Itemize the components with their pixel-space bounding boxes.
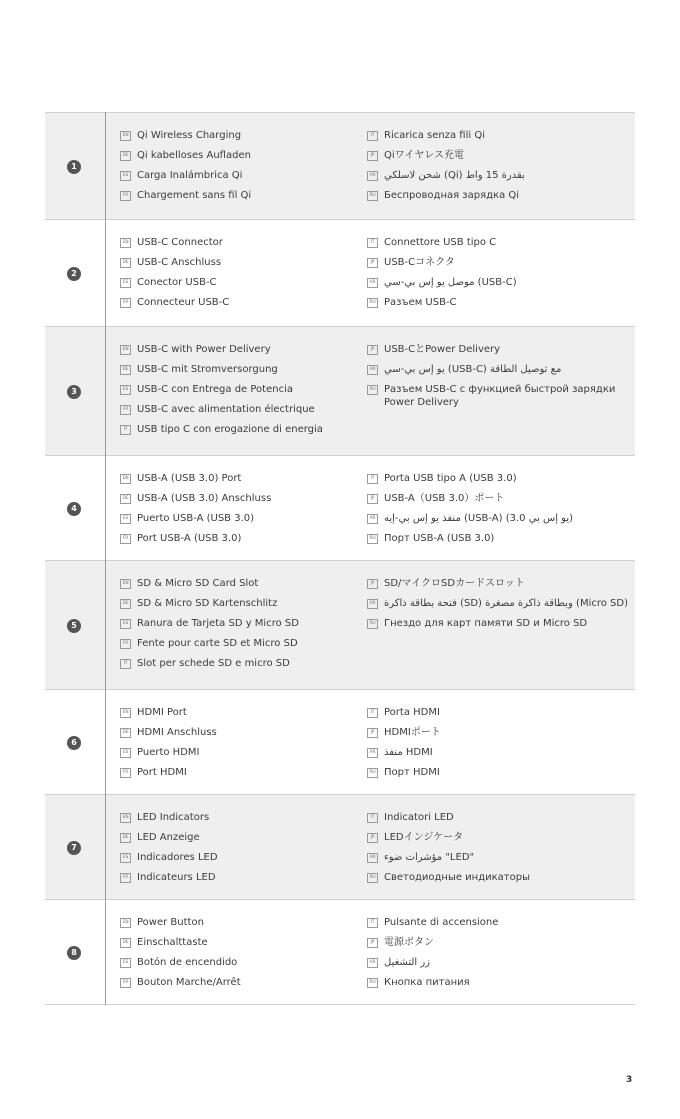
right-language-column (367, 472, 632, 552)
language-entry (120, 492, 360, 505)
left-language-column (120, 472, 360, 552)
feature-row (45, 689, 635, 794)
feature-label: Conector USB-C (137, 277, 217, 288)
language-entry (367, 343, 632, 356)
language-code-box: IT (120, 659, 131, 669)
feature-label: Connettore USB tipo C (384, 237, 497, 248)
feature-label: SD & Micro SD Kartenschlitz (137, 598, 278, 609)
language-entry (120, 831, 360, 844)
language-entry (120, 472, 360, 485)
page-number: 3 (626, 1075, 633, 1085)
feature-row (45, 794, 635, 899)
language-entry (367, 597, 632, 610)
language-entry (120, 871, 360, 884)
feature-label: Порт USB-A (USB 3.0) (384, 533, 495, 544)
language-entry (120, 597, 360, 610)
language-entry (120, 532, 360, 545)
language-code-box: RU (367, 768, 378, 778)
language-entry (120, 296, 360, 309)
language-entry (120, 936, 360, 949)
language-code-box: DE (120, 258, 131, 268)
feature-label: Slot per schede SD e micro SD (137, 658, 290, 669)
language-entry (120, 726, 360, 739)
feature-label: USB-A (USB 3.0) Port (137, 473, 242, 484)
language-entry (367, 492, 632, 505)
feature-label: USB tipo C con erogazione di energia (137, 424, 323, 435)
feature-row (45, 899, 635, 1005)
feature-label: Chargement sans fil Qi (137, 190, 252, 201)
feature-label: LED Anzeige (137, 832, 200, 843)
feature-row (45, 326, 635, 455)
feature-label: HDMIポート (384, 727, 441, 738)
feature-label: Botón de encendido (137, 957, 238, 968)
feature-label: Разъем USB-C (384, 297, 457, 308)
feature-label: Connecteur USB-C (137, 297, 230, 308)
language-code-box: FR (120, 534, 131, 544)
language-code-box: AR (367, 958, 378, 968)
feature-label: Porta HDMI (384, 707, 440, 718)
language-entry (120, 189, 360, 202)
language-code-box: ES (120, 278, 131, 288)
language-entry (120, 637, 360, 650)
feature-number-badge: 6 (67, 736, 81, 750)
language-code-box: RU (367, 191, 378, 201)
language-code-box: FR (120, 298, 131, 308)
language-code-box: RU (367, 534, 378, 544)
language-code-box: DE (120, 365, 131, 375)
feature-label: USB-A（USB 3.0）ポート (384, 493, 505, 504)
language-code-box: IT (367, 918, 378, 928)
language-entry (367, 256, 632, 269)
language-code-box: JP (367, 938, 378, 948)
language-code-box: EN (120, 579, 131, 589)
language-code-box: IT (120, 425, 131, 435)
feature-label: Qiワイヤレス充電 (384, 150, 464, 161)
feature-label: Porta USB tipo A (USB 3.0) (384, 473, 517, 484)
language-code-box: AR (367, 365, 378, 375)
language-entry (120, 577, 360, 590)
language-code-box: EN (120, 474, 131, 484)
language-entry (367, 383, 632, 409)
language-entry (120, 811, 360, 824)
feature-label: USB-C mit Stromversorgung (137, 364, 278, 375)
language-entry (367, 363, 632, 376)
language-entry (120, 236, 360, 249)
language-entry (120, 149, 360, 162)
language-code-box: AR (367, 278, 378, 288)
vertical-divider (105, 112, 106, 1005)
language-code-box: EN (120, 131, 131, 141)
right-language-column (367, 916, 632, 996)
language-code-box: DE (120, 938, 131, 948)
feature-label: Power Button (137, 917, 204, 928)
language-code-box: AR (367, 748, 378, 758)
language-entry (120, 916, 360, 929)
language-entry (367, 956, 632, 969)
language-code-box: ES (120, 385, 131, 395)
feature-number-badge: 3 (67, 385, 81, 399)
language-entry (367, 189, 632, 202)
feature-label: Беспроводная зарядка Qi (384, 190, 520, 201)
feature-label: SD & Micro SD Card Slot (137, 578, 259, 589)
language-code-box: FR (120, 978, 131, 988)
left-language-column (120, 343, 360, 443)
language-code-box: FR (120, 768, 131, 778)
left-language-column (120, 706, 360, 786)
feature-label: HDMI Anschluss (137, 727, 217, 738)
language-entry (367, 236, 632, 249)
feature-label: Fente pour carte SD et Micro SD (137, 638, 298, 649)
feature-label: Ricarica senza fili Qi (384, 130, 485, 141)
language-entry (367, 617, 632, 630)
language-entry (120, 746, 360, 759)
feature-label: LED Indicators (137, 812, 210, 823)
language-entry (367, 811, 632, 824)
feature-label: USB-C with Power Delivery (137, 344, 271, 355)
language-entry (367, 129, 632, 142)
language-entry (367, 766, 632, 779)
language-entry (120, 976, 360, 989)
language-code-box: IT (367, 131, 378, 141)
language-code-box: AR (367, 514, 378, 524)
right-language-column (367, 129, 632, 209)
language-code-box: EN (120, 813, 131, 823)
language-code-box: JP (367, 728, 378, 738)
language-entry (367, 936, 632, 949)
language-code-box: JP (367, 258, 378, 268)
feature-row (45, 560, 635, 689)
language-entry (367, 746, 632, 759)
language-code-box: RU (367, 298, 378, 308)
language-entry (367, 472, 632, 485)
feature-number-badge: 5 (67, 619, 81, 633)
feature-label: USB-C con Entrega de Potencia (137, 384, 293, 395)
language-entry (367, 296, 632, 309)
feature-label: HDMI Port (137, 707, 187, 718)
language-code-box: DE (120, 151, 131, 161)
feature-number-badge: 8 (67, 946, 81, 960)
feature-label: Indicateurs LED (137, 872, 216, 883)
language-entry (367, 532, 632, 545)
language-code-box: IT (367, 238, 378, 248)
language-code-box: IT (367, 474, 378, 484)
language-code-box: RU (367, 385, 378, 395)
feature-label: زر التشغيل (384, 957, 431, 968)
feature-number-badge: 4 (67, 502, 81, 516)
language-entry (120, 403, 360, 416)
language-code-box: AR (367, 171, 378, 181)
feature-row (45, 112, 635, 219)
feature-label: USB-C avec alimentation électrique (137, 404, 315, 415)
language-entry (367, 726, 632, 739)
language-entry (367, 871, 632, 884)
language-code-box: EN (120, 708, 131, 718)
right-language-column (367, 343, 632, 416)
language-entry (120, 256, 360, 269)
feature-label: Puerto HDMI (137, 747, 200, 758)
feature-label: Port USB-A (USB 3.0) (137, 533, 242, 544)
feature-label: منفذ يو إس بي-إيه (USB-A) (يو إس بي 3.0) (384, 513, 574, 524)
right-language-column (367, 577, 632, 637)
language-code-box: DE (120, 494, 131, 504)
feature-number-badge: 2 (67, 267, 81, 281)
left-language-column (120, 577, 360, 677)
language-code-box: IT (367, 708, 378, 718)
language-code-box: JP (367, 833, 378, 843)
language-entry (120, 129, 360, 142)
feature-label: Ranura de Tarjeta SD y Micro SD (137, 618, 299, 629)
feature-label: USB-CとPower Delivery (384, 344, 501, 355)
feature-label: مؤشرات ضوء "LED" (384, 852, 475, 863)
language-code-box: FR (120, 405, 131, 415)
feature-label: Qi kabelloses Aufladen (137, 150, 251, 161)
language-entry (367, 976, 632, 989)
language-code-box: JP (367, 345, 378, 355)
language-entry (120, 617, 360, 630)
feature-label: Puerto USB-A (USB 3.0) (137, 513, 255, 524)
feature-label: 電源ボタン (384, 937, 434, 948)
language-code-box: JP (367, 494, 378, 504)
language-entry (120, 956, 360, 969)
feature-row (45, 219, 635, 326)
feature-label: Pulsante di accensione (384, 917, 499, 928)
language-entry (120, 423, 360, 436)
feature-label: USB-C Connector (137, 237, 223, 248)
feature-number-badge: 1 (67, 160, 81, 174)
feature-label: Светодиодные индикаторы (384, 872, 530, 883)
language-code-box: JP (367, 151, 378, 161)
feature-label: Qi Wireless Charging (137, 130, 242, 141)
language-code-box: AR (367, 599, 378, 609)
language-code-box: RU (367, 873, 378, 883)
language-entry (120, 363, 360, 376)
language-code-box: FR (120, 191, 131, 201)
feature-number-badge: 7 (67, 841, 81, 855)
language-code-box: RU (367, 978, 378, 988)
right-language-column (367, 811, 632, 891)
left-language-column (120, 811, 360, 891)
language-entry (367, 851, 632, 864)
feature-label: USB-A (USB 3.0) Anschluss (137, 493, 272, 504)
feature-label: موصل يو إس بي-سي (USB-C) (384, 277, 517, 288)
left-language-column (120, 129, 360, 209)
language-entry (120, 512, 360, 525)
language-code-box: DE (120, 599, 131, 609)
feature-label: Einschalttaste (137, 937, 208, 948)
language-entry (367, 831, 632, 844)
feature-label: SD/マイクロSDカードスロット (384, 578, 525, 589)
language-entry (367, 512, 632, 525)
language-code-box: ES (120, 514, 131, 524)
language-entry (367, 577, 632, 590)
language-code-box: DE (120, 728, 131, 738)
feature-label: شحن لاسلكي (Qi) بقدرة 15 واط (384, 170, 525, 181)
language-code-box: ES (120, 853, 131, 863)
feature-label: Indicadores LED (137, 852, 218, 863)
language-entry (120, 343, 360, 356)
language-code-box: ES (120, 958, 131, 968)
right-language-column (367, 236, 632, 316)
feature-label: USB-C Anschluss (137, 257, 222, 268)
feature-label: LEDインジケータ (384, 832, 464, 843)
language-entry (367, 276, 632, 289)
feature-row (45, 455, 635, 560)
language-code-box: IT (367, 813, 378, 823)
feature-label: Carga Inalámbrica Qi (137, 170, 243, 181)
language-entry (367, 169, 632, 182)
language-code-box: JP (367, 579, 378, 589)
language-entry (120, 169, 360, 182)
language-code-box: FR (120, 873, 131, 883)
feature-label: منفذ HDMI (384, 747, 433, 758)
language-entry (120, 276, 360, 289)
feature-label: فتحة بطاقة ذاكرة (SD) وبطاقة ذاكرة مصغرة (Micro SD) (384, 598, 628, 609)
language-code-box: ES (120, 748, 131, 758)
language-code-box: EN (120, 918, 131, 928)
language-code-box: ES (120, 619, 131, 629)
language-code-box: EN (120, 345, 131, 355)
feature-label: Порт HDMI (384, 767, 440, 778)
feature-label: Bouton Marche/Arrêt (137, 977, 241, 988)
language-entry (120, 383, 360, 396)
language-code-box: DE (120, 833, 131, 843)
left-language-column (120, 916, 360, 996)
language-entry (120, 657, 360, 670)
feature-label: Гнездо для карт памяти SD и Micro SD (384, 618, 588, 629)
left-language-column (120, 236, 360, 316)
language-code-box: AR (367, 853, 378, 863)
language-entry (120, 851, 360, 864)
feature-label: يو إس بي-سي (USB-C) مع توصيل الطاقة (384, 364, 562, 375)
feature-label: Indicatori LED (384, 812, 454, 823)
language-code-box: RU (367, 619, 378, 629)
language-code-box: ES (120, 171, 131, 181)
language-code-box: FR (120, 639, 131, 649)
feature-label: USB-Cコネクタ (384, 257, 455, 268)
language-entry (120, 766, 360, 779)
right-language-column (367, 706, 632, 786)
language-entry (367, 916, 632, 929)
language-code-box: EN (120, 238, 131, 248)
language-entry (120, 706, 360, 719)
feature-label: Port HDMI (137, 767, 187, 778)
feature-label: Разъем USB-C с функцией быстрой зарядки Power Delivery (384, 384, 616, 408)
language-entry (367, 149, 632, 162)
feature-label: Кнопка питания (384, 977, 470, 988)
language-entry (367, 706, 632, 719)
